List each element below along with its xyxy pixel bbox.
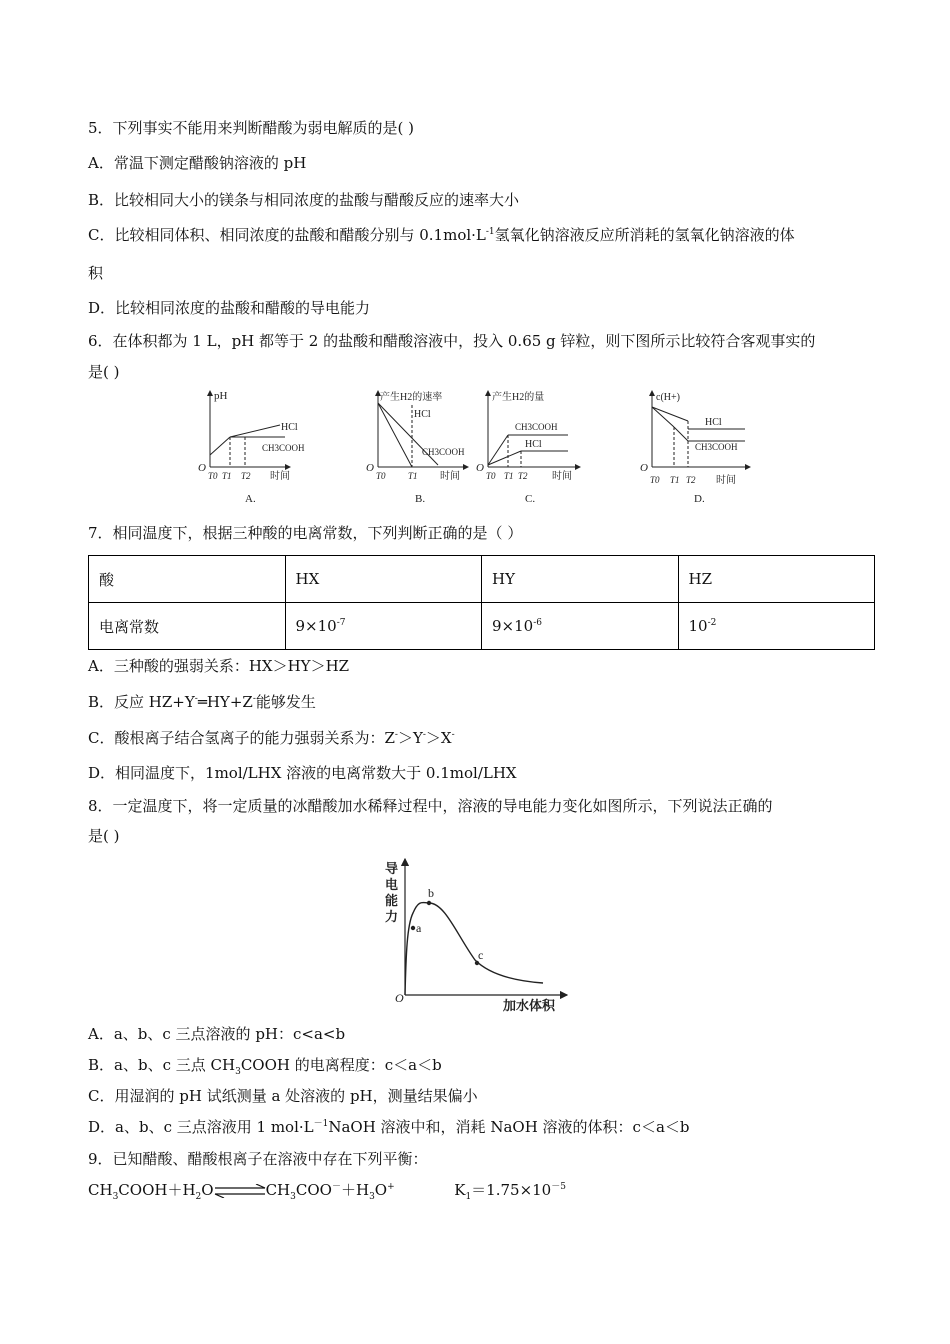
eq-sup: － — [331, 1182, 341, 1192]
q7-option-c-sup2: - — [422, 730, 426, 740]
table-row — [89, 603, 875, 650]
graph-c-t2: T2 — [518, 471, 528, 481]
graph-b-hcl: HCl — [414, 409, 431, 420]
graph-b-ylabel: 产生H2的速率 — [380, 392, 443, 403]
graph-d-t0: T0 — [650, 475, 660, 485]
q8-option-b-text: B．a、b、c 三点 CH — [88, 1056, 236, 1074]
point-c-label: c — [478, 948, 484, 962]
eq-coo: COO — [295, 1181, 332, 1199]
point-a-marker — [411, 926, 415, 930]
graph-d-origin: O — [640, 462, 648, 474]
q8-option-d-sup: －1 — [313, 1119, 329, 1129]
q8-conductivity-graph — [375, 855, 575, 1015]
graph-a-t2: T2 — [241, 471, 251, 481]
q8-option-d — [88, 1117, 690, 1137]
q8-option-b-tail: COOH 的电离程度：c＜a＜b — [240, 1056, 442, 1074]
k-sub: 1 — [465, 1192, 472, 1202]
y-axis-label-3: 能 — [385, 893, 399, 908]
graph-c-caption: C. — [525, 493, 536, 505]
q7-option-b-sup: - — [194, 694, 198, 704]
graph-d-hcl: HCl — [705, 417, 722, 428]
q6-stem-cont: 是( ) — [88, 363, 120, 381]
graph-d-caption: D. — [694, 493, 705, 505]
q7-stem: 7．相同温度下，根据三种酸的电离常数，下列判断正确的是（ ） — [88, 524, 523, 542]
graph-b-t1: T1 — [408, 471, 418, 481]
q9-stem: 9．已知醋酸、醋酸根离子在溶液中存在下列平衡： — [88, 1150, 428, 1168]
q7-option-c-m2: ＞X — [425, 729, 452, 747]
q7-option-c-m1: ＞Y — [397, 729, 423, 747]
eq-sup-plus: + — [387, 1182, 395, 1192]
q8-stem-cont: 是( ) — [88, 827, 120, 845]
point-b-label: b — [428, 886, 434, 900]
graph-c-ch3cooh: CH3COOH — [515, 422, 558, 432]
graph-a-caption: A. — [245, 493, 256, 505]
graph-b-ch3cooh: CH3COOH — [422, 447, 465, 457]
ka-exponent: -7 — [336, 618, 346, 628]
table-header-cell: HY — [482, 556, 679, 603]
q8-option-c: C．用湿润的 pH 试纸测量 a 处溶液的 pH，测量结果偏小 — [88, 1087, 478, 1105]
graph-d-t1: T1 — [670, 475, 680, 485]
k-label: K — [454, 1181, 466, 1199]
q7-option-c-sup: - — [394, 730, 398, 740]
eq-o-right: O — [374, 1181, 388, 1199]
q5-stem: 5．下列事实不能用来判断醋酸为弱电解质的是( ) — [88, 119, 415, 137]
q5-option-c — [88, 225, 795, 245]
ka-base: 9×10 — [295, 617, 337, 635]
q5-option-c-sup: -1 — [485, 227, 495, 237]
ka-base: 10 — [688, 617, 708, 635]
q5-option-c-text: C．比较相同体积、相同浓度的盐酸和醋酸分别与 0.1mol·L — [88, 226, 486, 244]
q5-option-c-cont: 积 — [88, 264, 104, 282]
table-header-cell: 酸 — [89, 556, 286, 603]
x-axis-label: 加水体积 — [503, 998, 556, 1013]
k-value: ＝1.75×10 — [471, 1181, 552, 1199]
graph-b-time: 时间 — [440, 471, 460, 482]
q7-option-b-text: B．反应 HZ+Y — [88, 693, 195, 711]
eq-ch: CH — [88, 1181, 113, 1199]
y-axis-label-2: 电 — [385, 877, 399, 892]
graph-d-ylabel: c(H+) — [656, 392, 680, 403]
eq-ch-right: CH — [265, 1181, 291, 1199]
graph-b-t0: T0 — [376, 471, 386, 481]
point-b-marker — [427, 901, 431, 905]
q7-option-c-text: C．酸根离子结合氢离子的能力强弱关系为：Z — [88, 729, 395, 747]
graph-c-t0: T0 — [486, 471, 496, 481]
eq-h: ＋H — [340, 1181, 370, 1199]
eq-sub: 3 — [369, 1192, 375, 1202]
y-axis-label-4: 力 — [385, 909, 399, 924]
q7-option-c — [88, 728, 455, 748]
table-header-row — [89, 556, 875, 603]
q8-stem: 8．一定温度下，将一定质量的冰醋酸加水稀释过程中，溶液的导电能力变化如图所示，下列说法正确的 — [88, 797, 773, 815]
q7-option-b-tail: 能够发生 — [255, 693, 316, 711]
graph-a-time: 时间 — [270, 471, 290, 482]
q6-graphs — [190, 385, 770, 510]
q9-equation — [88, 1180, 566, 1200]
q5-option-c-tail: 氢氧化钠溶液反应所消耗的氢氧化钠溶液的体 — [494, 226, 795, 244]
graph-a — [210, 391, 290, 467]
q8-option-a: A．a、b、c 三点溶液的 pH：c<a<b — [88, 1025, 346, 1043]
graph-a-ch3cooh: CH3COOH — [262, 443, 305, 453]
table-header-cell: HZ — [678, 556, 875, 603]
y-axis-label-1: 导 — [385, 861, 399, 876]
eq-cooh-h: COOH＋H — [118, 1181, 196, 1199]
eq-o: O — [201, 1181, 214, 1199]
ionization-constant-table — [88, 555, 875, 650]
q6-stem: 6．在体积都为 1 L，pH 都等于 2 的盐酸和醋酸溶液中，投入 0.65 g 锌粒，则下图所示比较符合客观事实的 — [88, 332, 816, 350]
q7-option-b-mid: ═HY+Z — [197, 693, 253, 711]
q8-option-d-tail: NaOH 溶液中和，消耗 NaOH 溶液的体积：c＜a＜b — [328, 1118, 690, 1136]
q8-option-d-text: D．a、b、c 三点溶液用 1 mol·L — [88, 1118, 314, 1136]
graph-a-t1: T1 — [222, 471, 232, 481]
eq-sub: 2 — [195, 1192, 202, 1202]
table-header-cell: HX — [285, 556, 482, 603]
conductivity-curve — [405, 902, 543, 995]
graph-c-hcl: HCl — [525, 439, 542, 450]
ka-exponent: -2 — [707, 618, 717, 628]
graph-origin: O — [395, 991, 404, 1005]
graph-a-ylabel: pH — [214, 390, 228, 402]
ka-base: 9×10 — [492, 617, 534, 635]
table-cell — [678, 603, 875, 650]
graph-a-hcl: HCl — [281, 422, 298, 433]
k-exp: －5 — [551, 1182, 566, 1192]
graph-c-origin: O — [476, 462, 484, 474]
q7-option-a: A．三种酸的强弱关系：HX＞HY＞HZ — [88, 657, 350, 675]
q8-option-b-sub: 3 — [235, 1067, 241, 1077]
graph-d-time: 时间 — [716, 475, 736, 486]
eq-sub: 3 — [112, 1192, 119, 1202]
graph-a-t0: T0 — [208, 471, 218, 481]
ka-exponent: -6 — [533, 618, 542, 628]
graph-b-origin: O — [366, 462, 374, 474]
graph-c-time: 时间 — [552, 471, 572, 482]
eq-sub: 3 — [290, 1192, 296, 1202]
graph-d-ch3cooh: CH3COOH — [695, 442, 738, 452]
q5-option-d: D．比较相同浓度的盐酸和醋酸的导电能力 — [88, 299, 371, 317]
q7-option-c-sup3: - — [451, 730, 455, 740]
equilibrium-arrow-icon — [214, 1184, 266, 1198]
graph-d-t2: T2 — [686, 475, 696, 485]
point-a-label: a — [416, 921, 422, 935]
graph-b-caption: B. — [415, 493, 426, 505]
q7-option-b — [88, 692, 316, 712]
q7-option-d: D．相同温度下，1mol/LHX 溶液的电离常数大于 0.1mol/LHX — [88, 764, 517, 782]
graph-c-ylabel: 产生H2的量 — [492, 392, 545, 403]
graph-c-t1: T1 — [504, 471, 514, 481]
table-row-label: 电离常数 — [89, 603, 286, 650]
graph-a-origin: O — [198, 462, 206, 474]
q5-option-a: A．常温下测定醋酸钠溶液的 pH — [88, 154, 307, 172]
table-cell — [285, 603, 482, 650]
table-cell — [482, 603, 679, 650]
q5-option-b: B．比较相同大小的镁条与相同浓度的盐酸与醋酸反应的速率大小 — [88, 191, 520, 209]
q7-option-b-sup2: - — [252, 694, 256, 704]
q8-option-b — [88, 1055, 442, 1075]
